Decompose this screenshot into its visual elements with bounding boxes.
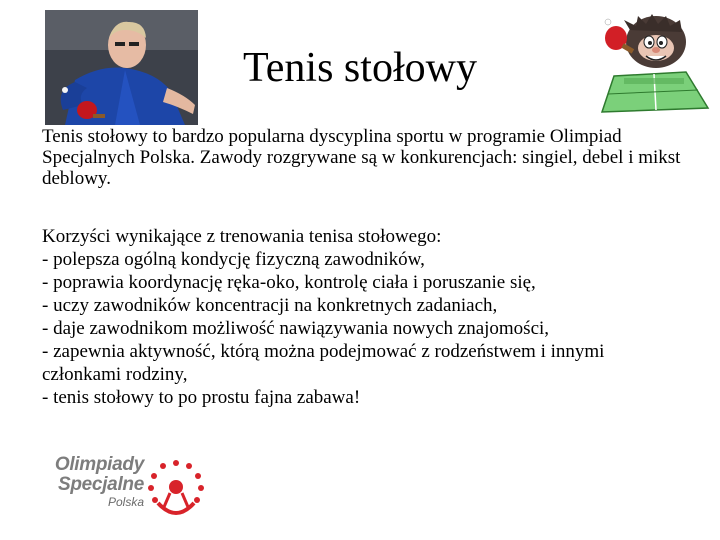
special-olympics-logo — [44, 455, 214, 517]
benefits-heading: Korzyści wynikające z trenowania tenisa stołowego: — [42, 226, 442, 247]
logo-line3: Polska — [107, 495, 144, 509]
benefit-item: - poprawia koordynację ręka-oko, kontrolę ciała i poruszanie się, — [42, 272, 536, 293]
benefits-list — [42, 225, 682, 409]
benefit-item: - polepsza ogólną kondycję fizyczną zawodników, — [42, 249, 425, 270]
cartoon-ping-pong-character — [596, 12, 712, 116]
table-tennis-player-photo — [45, 10, 198, 125]
logo-line2: Specjalne — [57, 474, 144, 495]
special-olympics-mark-icon — [146, 457, 206, 517]
intro-paragraph: Tenis stołowy to bardzo popularna dyscyplina sportu w programie Olimpiad Specjalnych Polska. Zawody rozgrywane są w konkurencjach: singiel, debel i mikst deblowy. — [42, 126, 681, 189]
benefit-item: - uczy zawodników koncentracji na konkretnych zadaniach, — [42, 295, 498, 316]
logo-line1: Olimpiady — [54, 454, 144, 475]
benefit-item: - daje zawodnikom możliwość nawiązywania nowych znajomości, — [42, 318, 550, 339]
logo-text — [44, 455, 144, 509]
benefit-item: - tenis stołowy to po prostu fajna zabawa! — [42, 387, 361, 408]
benefit-item: - zapewnia aktywność, którą można podejmować z rodzeństwem i innymi członkami rodziny, — [42, 341, 605, 385]
page-title: Tenis stołowy — [243, 45, 477, 91]
